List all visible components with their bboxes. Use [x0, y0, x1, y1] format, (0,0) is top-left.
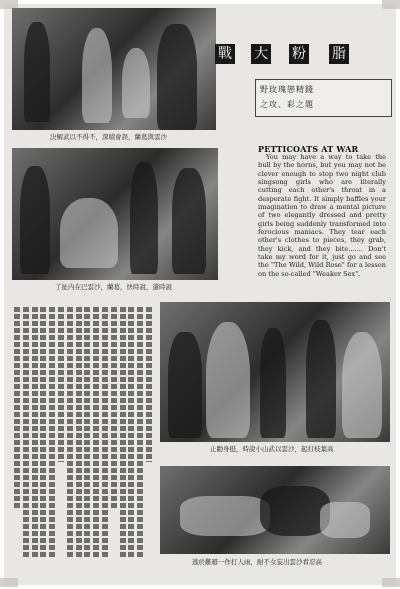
headline-box — [255, 79, 392, 117]
photo-nightclub-fight-1 — [12, 8, 216, 130]
title-char-3: 粉 — [289, 44, 309, 64]
photo-nightclub-fight-3 — [160, 302, 390, 442]
photo3-caption: 止勸身挺，時說小山武以雲沙，起打枝葉高 — [210, 445, 334, 453]
tape-top-right — [382, 0, 400, 9]
photo-nightclub-fight-4 — [160, 466, 390, 554]
tape-bottom-left — [0, 578, 18, 587]
chinese-article-columns — [14, 307, 152, 557]
article-heading: PETTICOATS AT WAR — [258, 144, 359, 154]
headline-row-2: 之攻、彩之題 — [260, 100, 314, 109]
photo2-caption: 了扯内在巴雲沙，蘭葛，快時說，還時說 — [55, 283, 172, 291]
title-char-2: 大 — [251, 44, 271, 64]
title-char-1: 戰 — [215, 44, 235, 64]
photo-nightclub-fight-2 — [12, 148, 218, 280]
tape-bottom-right — [382, 578, 400, 587]
headline-row-1: 野玫瑰戀精錢 — [260, 85, 314, 94]
photo4-caption: 逃於難避一作打人雨，耐不女妄出雲沙看忍高 — [192, 558, 322, 566]
photo1-caption: 決解武以不得不，深積會誤，蘭葛與雲沙 — [50, 133, 167, 141]
article-body: You may have a way to take the bull by the horns, but you may not be clever enough to stop two night club singsong girls who are literally cutting each other's throat in a desperate fight. It simply baffles your imagination to draw a mental picture of two elegantly dressed and pretty girls being suddenly transformed into ferocious maniacs. They tear each other's clothes to pieces, they grab, they kick, and they bite....... Don't take my word for it, just go and see the "The Wild, Wild Rose" for a lesson on the so-called "Weaker Sex". — [258, 153, 386, 278]
title-char-4: 脂 — [329, 44, 349, 64]
